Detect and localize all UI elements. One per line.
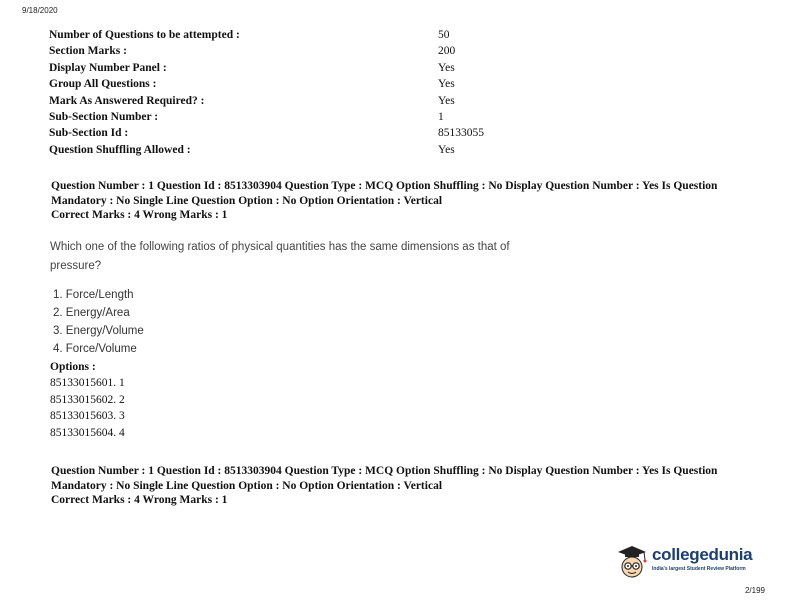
question-header — [51, 464, 771, 508]
info-label: Mark As Answered Required? : — [49, 95, 205, 107]
page-number: 2/199 — [744, 586, 765, 595]
question-marks: Correct Marks : 4 Wrong Marks : 1 — [51, 209, 228, 221]
answer-choice: 2. Energy/Area — [53, 307, 130, 319]
info-label: Display Number Panel : — [49, 62, 167, 74]
info-value: 200 — [438, 45, 456, 57]
info-label: Number of Questions to be attempted : — [49, 29, 240, 41]
info-value: 1 — [438, 111, 444, 123]
question-text — [50, 238, 510, 276]
question-header-line: Question Number : 1 Question Id : 8513303904 Question Type : MCQ Option Shuffling : No Display Question Number : Yes Is Question — [51, 465, 718, 477]
info-label: Group All Questions : — [49, 78, 157, 90]
info-label: Sub-Section Id : — [49, 127, 129, 139]
option-id: 85133015603. 3 — [50, 410, 125, 422]
print-date: 9/18/2020 — [22, 6, 58, 15]
logo-tagline: India's largest Student Review Platform — [652, 566, 746, 572]
question-header-line: Question Number : 1 Question Id : 8513303904 Question Type : MCQ Option Shuffling : No Display Question Number : Yes Is Question — [51, 180, 718, 192]
collegedunia-logo — [614, 543, 764, 583]
question-header — [51, 179, 771, 223]
info-value: Yes — [438, 95, 455, 107]
info-value: Yes — [438, 62, 455, 74]
info-value: 50 — [438, 29, 450, 41]
option-id: 85133015604. 4 — [50, 427, 125, 439]
option-id: 85133015602. 2 — [50, 394, 125, 406]
info-value: Yes — [438, 78, 455, 90]
answer-choice: 3. Energy/Volume — [53, 325, 144, 337]
answer-choice: 4. Force/Volume — [53, 343, 137, 355]
question-header-line: Mandatory : No Single Line Question Option : No Option Orientation : Vertical — [51, 194, 443, 207]
info-value: Yes — [438, 144, 455, 156]
question-header-line: Mandatory : No Single Line Question Option : No Option Orientation : Vertical — [51, 479, 443, 492]
logo-wordmark: collegedunia — [652, 545, 753, 564]
question-marks: Correct Marks : 4 Wrong Marks : 1 — [51, 494, 228, 506]
info-label: Section Marks : — [49, 45, 127, 57]
question-text-line: Which one of the following ratios of physical quantities has the same dimensions as that of — [50, 241, 510, 253]
info-label: Question Shuffling Allowed : — [49, 144, 191, 156]
option-id: 85133015601. 1 — [50, 377, 125, 389]
options-title: Options : — [50, 361, 96, 373]
answer-choice: 1. Force/Length — [53, 289, 134, 301]
question-text-line: pressure? — [50, 260, 102, 272]
info-label: Sub-Section Number : — [49, 111, 159, 123]
info-value: 85133055 — [438, 127, 484, 139]
student-mascot-icon — [614, 543, 650, 583]
